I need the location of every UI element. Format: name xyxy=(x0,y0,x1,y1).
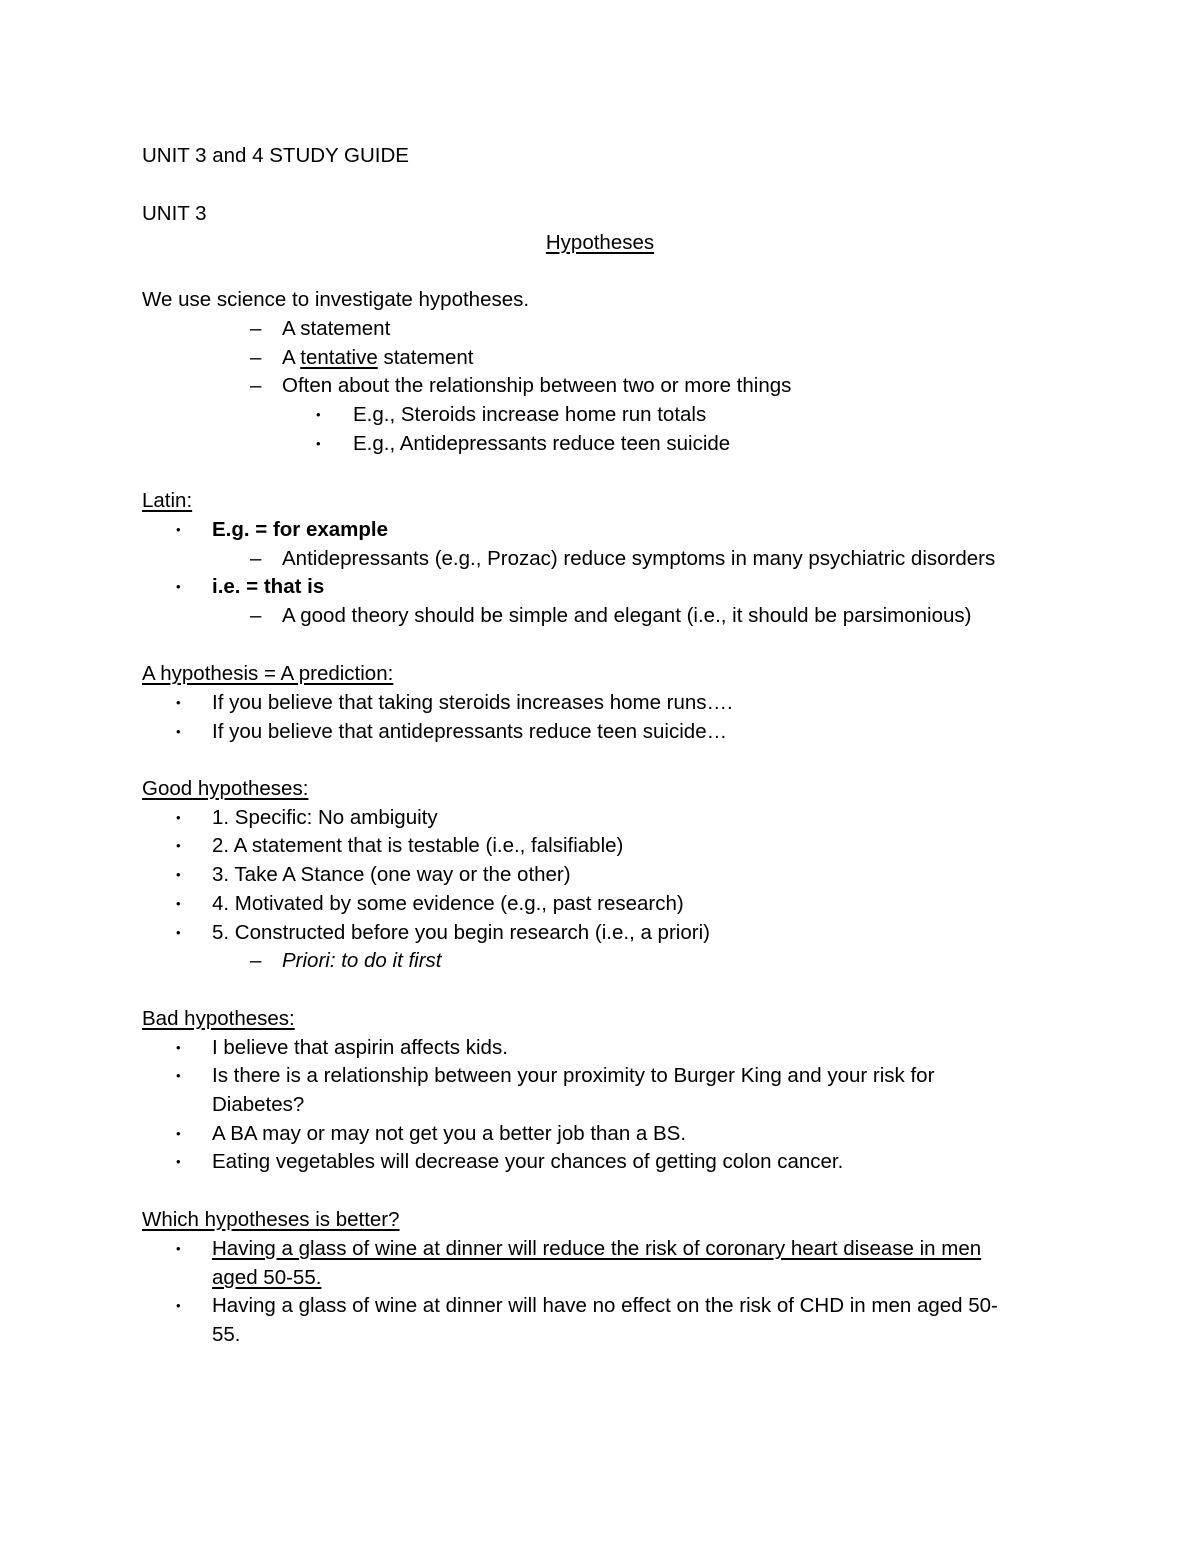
intro-item xyxy=(282,346,473,370)
bullet-marker: • xyxy=(176,695,181,710)
bad-item: Is there is a relationship between your proximity to Burger King and your risk for xyxy=(212,1064,935,1087)
dash-marker: – xyxy=(250,604,262,627)
bad-item-continued: Diabetes? xyxy=(212,1093,305,1116)
good-item: 3. Take A Stance (one way or the other) xyxy=(212,863,571,886)
intro-item-prefix: A xyxy=(282,346,301,369)
good-note: Priori: to do it first xyxy=(282,949,442,972)
intro-example: E.g., Antidepressants reduce teen suicide xyxy=(353,432,731,455)
bullet-marker: • xyxy=(176,810,181,825)
which-option-1-continued: aged 50-55. xyxy=(212,1266,322,1289)
intro-item-prefix: A xyxy=(282,317,301,340)
good-item: 2. A statement that is testable (i.e., falsifiable) xyxy=(212,834,624,857)
bullet-marker: • xyxy=(176,724,181,739)
intro-item-underlined: tentative xyxy=(300,346,378,369)
bullet-marker: • xyxy=(176,838,181,853)
bad-item: I believe that aspirin affects kids. xyxy=(212,1036,508,1059)
bullet-marker: • xyxy=(176,1298,181,1313)
dash-marker: – xyxy=(250,547,262,570)
intro-item xyxy=(282,317,390,341)
latin-example: A good theory should be simple and elegant (i.e., it should be parsimonious) xyxy=(282,604,972,627)
bad-heading: Bad hypotheses: xyxy=(142,1007,295,1030)
good-item: 5. Constructed before you begin research (i.e., a priori) xyxy=(212,921,710,944)
bullet-marker: • xyxy=(176,896,181,911)
intro-item xyxy=(282,374,791,398)
good-item: 4. Motivated by some evidence (e.g., past research) xyxy=(212,892,684,915)
intro-item-suffix: Often about the relationship between two or more things xyxy=(282,374,792,397)
latin-example: Antidepressants (e.g., Prozac) reduce symptoms in many psychiatric disorders xyxy=(282,547,996,570)
dash-marker: – xyxy=(250,317,262,340)
latin-heading: Latin: xyxy=(142,489,193,512)
bad-item: A BA may or may not get you a better job than a BS. xyxy=(212,1122,687,1145)
bullet-marker: • xyxy=(316,407,321,422)
which-option-1: Having a glass of wine at dinner will reduce the risk of coronary heart disease in men xyxy=(212,1237,982,1260)
document-title: UNIT 3 and 4 STUDY GUIDE xyxy=(142,144,409,167)
bullet-marker: • xyxy=(176,1068,181,1083)
intro-item-suffix: statement xyxy=(300,317,391,340)
bullet-marker: • xyxy=(176,1154,181,1169)
prediction-heading: A hypothesis = A prediction: xyxy=(142,662,394,685)
latin-term: E.g. = for example xyxy=(212,518,389,541)
prediction-item: If you believe that taking steroids increases home runs…. xyxy=(212,691,733,714)
which-option-2: Having a glass of wine at dinner will have no effect on the risk of CHD in men aged 50- xyxy=(212,1294,998,1317)
intro-item-suffix: statement xyxy=(377,346,474,369)
intro-example: E.g., Steroids increase home run totals xyxy=(353,403,707,426)
unit-label: UNIT 3 xyxy=(142,202,207,225)
section-title: Hypotheses xyxy=(545,231,655,254)
intro-text: We use science to investigate hypotheses. xyxy=(142,288,530,311)
dash-marker: – xyxy=(250,346,262,369)
bullet-marker: • xyxy=(176,522,181,537)
which-heading: Which hypotheses is better? xyxy=(142,1208,400,1231)
bullet-marker: • xyxy=(176,1241,181,1256)
bullet-marker: • xyxy=(316,436,321,451)
bullet-marker: • xyxy=(176,1040,181,1055)
prediction-item: If you believe that antidepressants reduce teen suicide… xyxy=(212,720,728,743)
dash-marker: – xyxy=(250,949,262,972)
bullet-marker: • xyxy=(176,925,181,940)
which-option-2-continued: 55. xyxy=(212,1323,241,1346)
bullet-marker: • xyxy=(176,1126,181,1141)
good-heading: Good hypotheses: xyxy=(142,777,309,800)
latin-term: i.e. = that is xyxy=(212,575,325,598)
bullet-marker: • xyxy=(176,579,181,594)
bullet-marker: • xyxy=(176,867,181,882)
dash-marker: – xyxy=(250,374,262,397)
bad-item: Eating vegetables will decrease your chances of getting colon cancer. xyxy=(212,1150,844,1173)
good-item: 1. Specific: No ambiguity xyxy=(212,806,438,829)
